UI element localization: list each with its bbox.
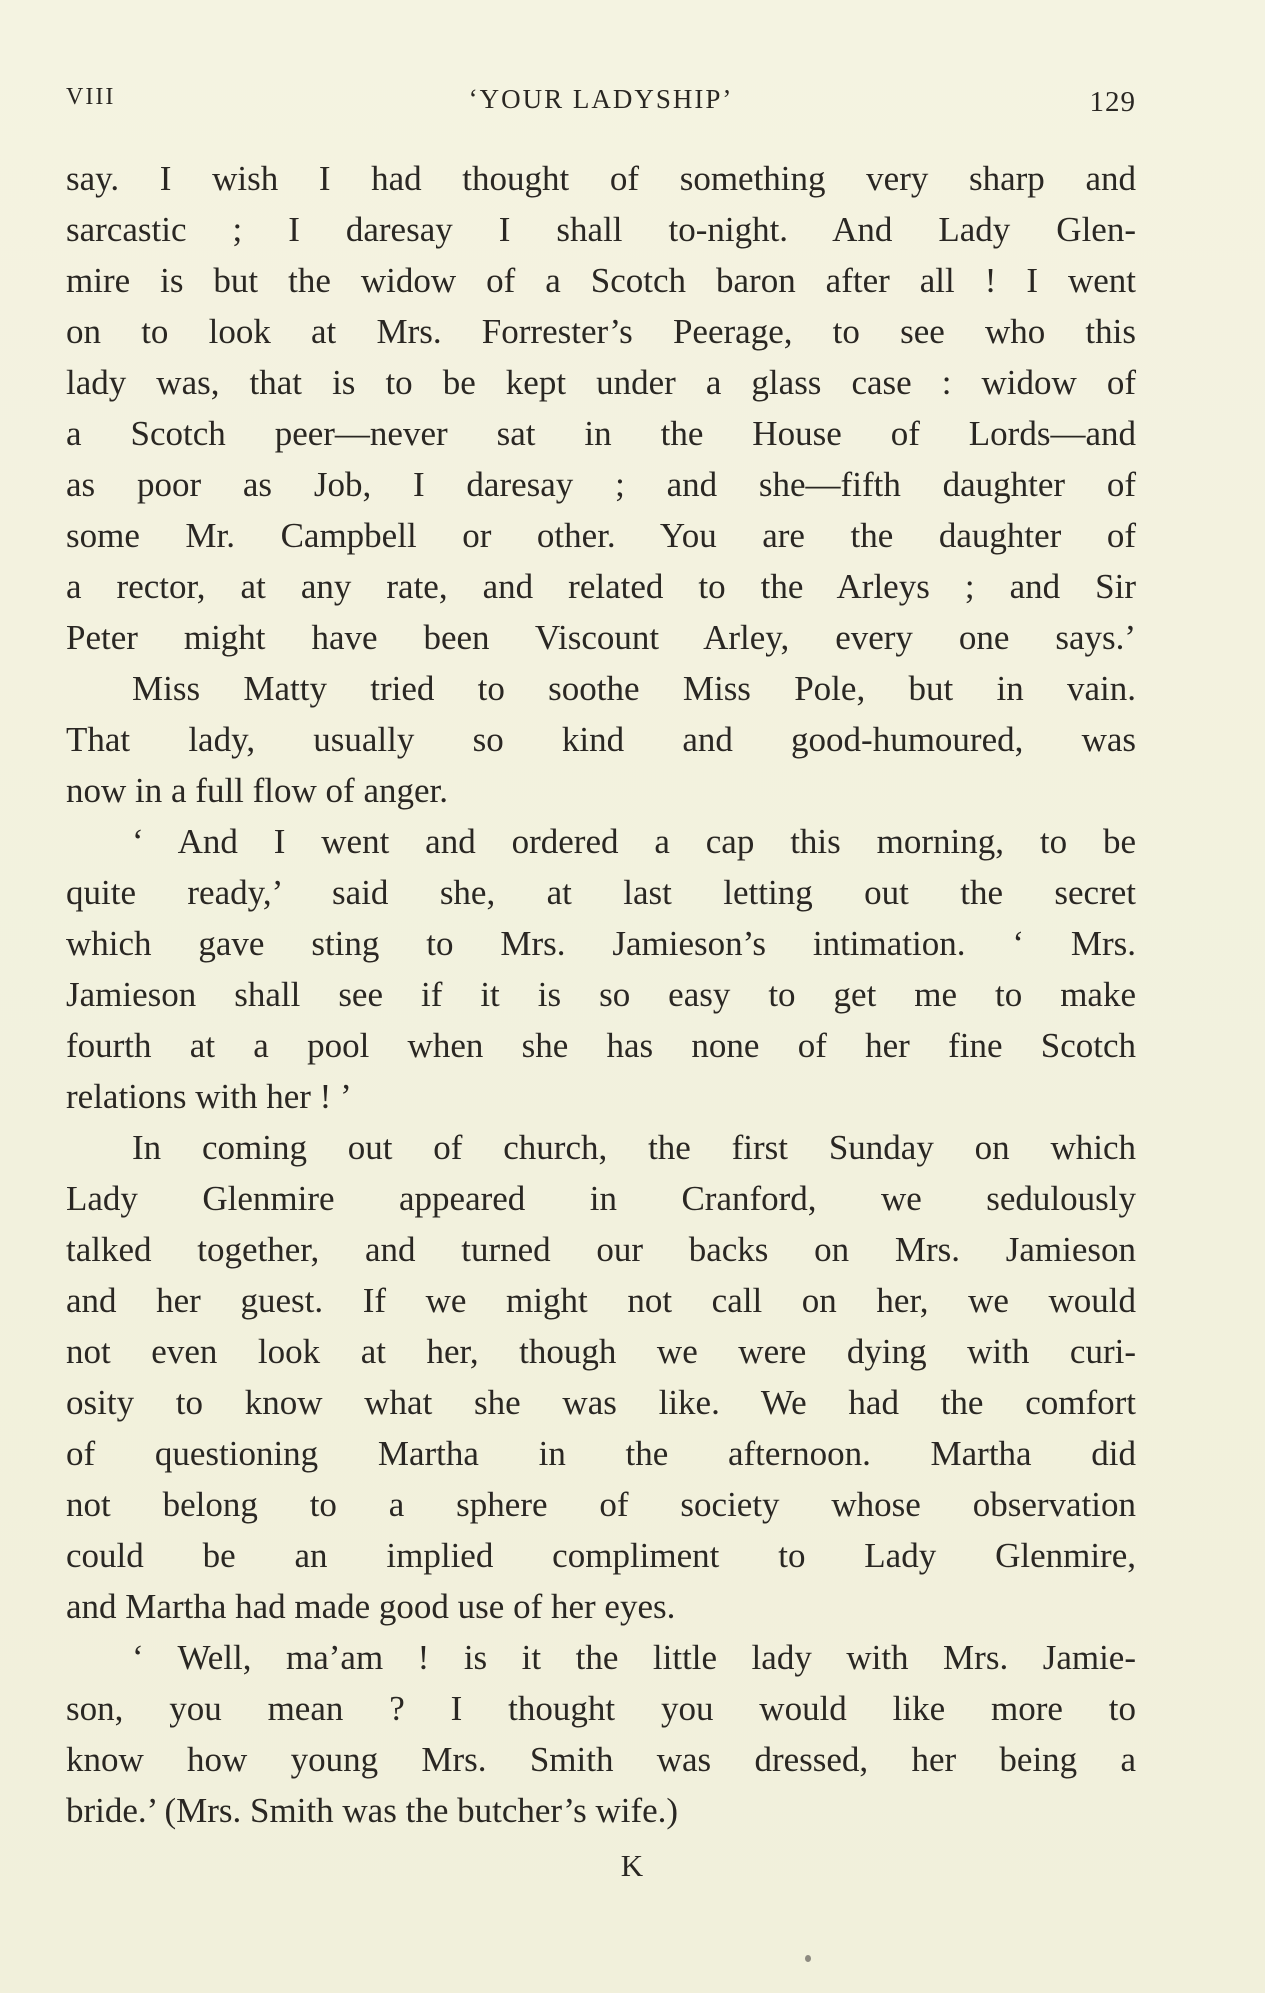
text-line: fourth at a pool when she has none of her fine Scotch (66, 1026, 1136, 1065)
text-line: some Mr. Campbell or other. You are the daughter of (66, 516, 1136, 555)
signature-mark: K (620, 1848, 645, 1883)
text-line: quite ready,’ said she, at last letting out the secret (66, 873, 1136, 912)
body-text (66, 153, 1136, 1836)
text-line: Miss Matty tried to soothe Miss Pole, but in vain. (132, 669, 1136, 708)
chapter-number: VIII (66, 84, 116, 110)
text-line: ‘ And I went and ordered a cap this morning, to be (132, 822, 1136, 861)
text-line: a rector, at any rate, and related to the Arleys ; and Sir (66, 567, 1136, 606)
text-line: lady was, that is to be kept under a glass case : widow of (66, 363, 1136, 402)
text-line: Peter might have been Viscount Arley, every one says.’ (66, 618, 1136, 657)
text-line: not even look at her, though we were dying with curi- (66, 1332, 1136, 1371)
text-line: Jamieson shall see if it is so easy to get me to make (66, 975, 1136, 1014)
text-line: son, you mean ? I thought you would like more to (66, 1689, 1136, 1728)
text-line: In coming out of church, the first Sunday on which (132, 1128, 1136, 1167)
text-line: sarcastic ; I daresay I shall to-night. And Lady Glen- (66, 210, 1136, 249)
text-line: talked together, and turned our backs on Mrs. Jamieson (66, 1230, 1136, 1269)
text-line: Lady Glenmire appeared in Cranford, we sedulously (66, 1179, 1136, 1218)
text-line: of questioning Martha in the afternoon. Martha did (66, 1434, 1136, 1473)
running-title: ‘YOUR LADYSHIP’ (468, 84, 734, 114)
text-line: know how young Mrs. Smith was dressed, her being a (66, 1740, 1136, 1779)
text-line: say. I wish I had thought of something very sharp and (66, 159, 1136, 198)
running-head (66, 84, 1136, 124)
text-line: could be an implied compliment to Lady Glenmire, (66, 1536, 1136, 1575)
text-line: as poor as Job, I daresay ; and she—fifth daughter of (66, 465, 1136, 504)
text-line: and Martha had made good use of her eyes. (66, 1587, 676, 1626)
ink-speck (805, 1955, 811, 1962)
text-line: on to look at Mrs. Forrester’s Peerage, to see who this (66, 312, 1136, 351)
text-line: relations with her ! ’ (66, 1077, 352, 1116)
text-line: which gave sting to Mrs. Jamieson’s intimation. ‘ Mrs. (66, 924, 1136, 963)
text-line: mire is but the widow of a Scotch baron after all ! I went (66, 261, 1136, 300)
text-line: bride.’ (Mrs. Smith was the butcher’s wife.) (66, 1791, 679, 1830)
text-line: and her guest. If we might not call on her, we would (66, 1281, 1136, 1320)
text-line: now in a full flow of anger. (66, 771, 448, 810)
text-line: a Scotch peer—never sat in the House of Lords—and (66, 414, 1136, 453)
text-line: not belong to a sphere of society whose observation (66, 1485, 1136, 1524)
text-line: ‘ Well, ma’am ! is it the little lady with Mrs. Jamie- (132, 1638, 1136, 1677)
text-line: osity to know what she was like. We had the comfort (66, 1383, 1136, 1422)
text-line: That lady, usually so kind and good-humoured, was (66, 720, 1136, 759)
page-number: 129 (1089, 86, 1136, 118)
